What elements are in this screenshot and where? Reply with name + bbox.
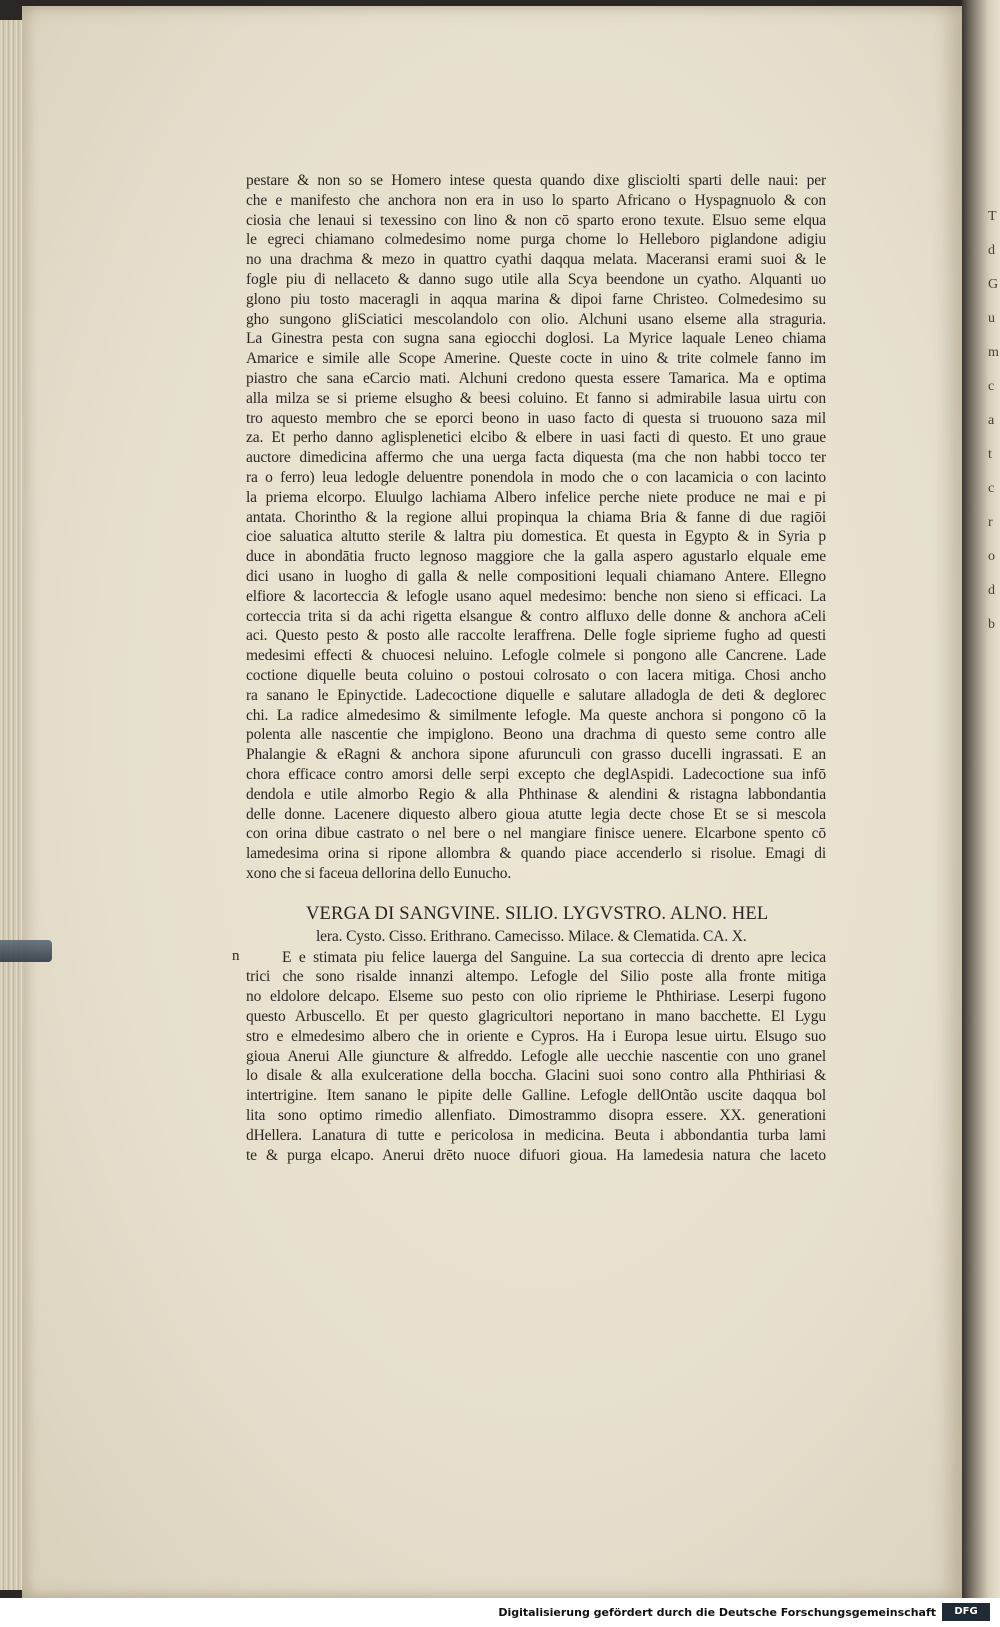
digitization-footer (0, 1598, 1000, 1627)
paragraph-chapter (232, 947, 826, 1166)
text-line: trici che sono risalde innanzi altempo. Lefogle del Silio poste alla fronte mitiga (246, 968, 826, 986)
text-line: le egreci chiamano colmedesimo nome purga chome lo Helleboro piglandone adigiu (246, 231, 826, 249)
text-line: medesimi effecti & chuocesi neluino. Lefogle colmele si pongono alle Cancrene. Lade (246, 647, 826, 665)
text-line: Phalangie & eRagni & anchora sipone afurunculi con grasso ducelli ingrassati. E an (246, 746, 826, 764)
facing-letter: t (988, 447, 992, 462)
facing-letter: T (988, 209, 997, 224)
facing-letter: d (988, 243, 995, 258)
text-line: chi. La radice almedesimo & similmente lefogle. Ma queste anchora si pongono cō la (246, 706, 826, 724)
text-line: za. Et perho danno aglisplenetici elcibo & elbere in uasi facti di questo. Et uno graue (246, 429, 826, 447)
facing-letter: u (988, 311, 995, 326)
text-line: la priema elcorpo. Eluulgo lachiama Albero infelice perche niete produce ne mai e pi (246, 488, 826, 506)
text-line: stro e elmedesimo albero che in oriente e Cypros. Ha i Europa lesue uirtu. Elsugo suo (246, 1027, 826, 1045)
text-line: che e manifesto che anchora non era in uso lo sparto Africano o Hyspagnuolo & con (246, 191, 826, 209)
guide-letter: n (232, 947, 240, 964)
text-line: xono che si faceua dellorina dello Eunucho. (246, 864, 512, 882)
chapter-heading: VERGA DI SANGVINE. SILIO. LYGVSTRO. ALNO. HEL (306, 903, 769, 924)
facing-letter: c (988, 481, 995, 496)
text-line: elfiore & lacorteccia & lefogle usano aquel medesimo: benche non sieno si efficaci. La (246, 587, 826, 605)
page-text (232, 171, 826, 1165)
text-line: fogle piu di nellaceto & danno sugo utile alla Scya beendone un cyatho. Alquanti uo (246, 270, 826, 288)
facing-letter: d (988, 583, 995, 598)
text-line: E e stimata piu felice lauerga del Sanguine. La sua corteccia di drento apre lecica (282, 948, 826, 966)
text-line: intertrigine. Item sanano le pipite delle Galline. Lefogle dellOntão uscite daqqua bol (246, 1087, 826, 1105)
text-line: gho sungono gliSciatici mescolandolo con olio. Alchuni usano elseme alla straguria. (246, 310, 826, 328)
text-line: delle donne. Lacenere diquesto albero gioua atutte legia decte chose Et se si mescola (246, 805, 826, 823)
facing-letter: G (988, 277, 999, 292)
text-line: lo disale & alla exulceratione della boccha. Glacini suoi sono contro alla Phthiriasi & (246, 1067, 826, 1085)
paragraph-main (246, 171, 826, 884)
text-line: coctione diquelle beuta coluino o postoui colrosato o con lacera mitiga. Chosi ancho (246, 666, 826, 684)
text-line: con orina dibue castrato o nel bere o nel mangiare finisce uenere. Elcarbone spento cō (246, 825, 826, 843)
text-line: dendola e utile almorbo Regio & alla Phthinase & alendini & ristagna labbondantia (246, 785, 826, 803)
text-line: lamedesima orina si ripone allombra & quando piace accenderlo si risolue. Emagi di (246, 845, 826, 863)
text-line: corteccia trita si da achi rigetta elsangue & contro alfluxo delle donne & anchora aCeli (246, 607, 826, 625)
text-line: ra o ferro) leua ledogle deluentre ponendola in modo che o con lacamicia o con lacinto (246, 468, 826, 486)
facing-letter: o (988, 549, 995, 564)
facing-letter: r (988, 515, 993, 530)
dfg-logo: DFG (942, 1603, 990, 1621)
facing-letter: b (988, 617, 995, 632)
text-line: dici usano in luogho di galla & nelle compositioni lequali chiamano Antere. Ellegno (246, 567, 826, 585)
text-line: duce in abondātia fructo legnoso maggiore che la galla aspero agustarlo elquale eme (246, 548, 826, 566)
chapter-subheading: lera. Cysto. Cisso. Erithrano. Camecisso. Milace. & Clematida. CA. X. (316, 927, 747, 945)
text-line: ra sanano le Epinyctide. Ladecoctione diquelle e salutare alladogla de deti & deglorec (246, 686, 826, 704)
text-line: aci. Questo pesto & posto alle raccolte leraffrena. Delle fogle siprieme fugho ad questi (246, 627, 826, 645)
text-line: no una drachma & mezo in quattro cyathi daqqua melata. Maceransi erami suoi & le (246, 251, 826, 269)
text-line: ciosia che lenaui si texessino con lino & non cō sparto erono texute. Elsuo seme elqua (246, 211, 826, 229)
text-line: antata. Chorintho & la regione allui propinqua la chiama Bria & fanne di due ragiōi (246, 508, 826, 526)
text-line: chora efficace contro amorsi delle serpi excepto che deglAspidi. Ladecoctione sua infō (246, 765, 826, 783)
facing-letter: m (988, 345, 999, 360)
text-line: dHellera. Lanatura di tutte e pericolosa in medicina. Beuta i abbondantia turba lami (246, 1126, 826, 1144)
text-line: auctore dimedicina affermo che una uerga facta diquesta (ma che non habbi tocco ter (246, 449, 826, 467)
text-line: Amarice e simile alle Scope Amerine. Queste cocte in uino & trite colmele fanno im (246, 350, 826, 368)
text-line: gioua Anerui Alle giuncture & alfreddo. Lefogle alle uecchie nascentie con uno granel (246, 1047, 826, 1065)
text-line: alla milza se si prieme elsugho & beesi coluino. Et fanno si admirabile lasua uirtu con (246, 389, 826, 407)
text-line: no eldolore delcapo. Elseme suo pesto con olio riprieme le Phthiriase. Leserpi fugono (246, 988, 826, 1006)
text-line: tro aquesto membro che se eporci beono in uaso facto di questa si truouono saza mil (246, 409, 826, 427)
bookmark-tab (0, 940, 52, 962)
text-line: lita sono optimo rimedio allenfiato. Dimostrammo disopra essere. XX. generationi (246, 1107, 826, 1125)
text-line: cioe saluatica altutto sterile & laltra piu domestica. Et questa in Egypto & in Syria p (246, 528, 826, 546)
facing-letter: c (988, 379, 995, 394)
text-line: piastro che sana eCarcio mati. Alchuni credono questa essere Tamarica. Ma e optima (246, 369, 826, 387)
text-line: polenta alle nascentie che impiglono. Beono una drachma di questo seme contro alle (246, 726, 826, 744)
text-line: pestare & non so se Homero intese questa quando dixe glisciolti sparti delle naui: per (246, 172, 826, 189)
facing-page-letters (988, 200, 1000, 642)
funding-credit: Digitalisierung gefördert durch die Deutsche Forschungsgemeinschaft (498, 1606, 936, 1619)
text-line: glono piu tosto maceragli in aqqua marina & dipoi farne Christeo. Colmedesimo su (246, 290, 826, 308)
facing-letter: a (988, 413, 995, 428)
text-line: La Ginestra pesta con sugna sana egiocchi doglosi. La Myrice laquale Leneo chiama (246, 330, 826, 348)
text-line: questo Arbuscello. Et per questo glagricultori neportano in mano bacchette. El Lygu (246, 1008, 826, 1026)
text-line: te & purga elcapo. Anerui drēto nuoce difuori gioua. Ha lamedesia natura che laceto (246, 1146, 826, 1164)
